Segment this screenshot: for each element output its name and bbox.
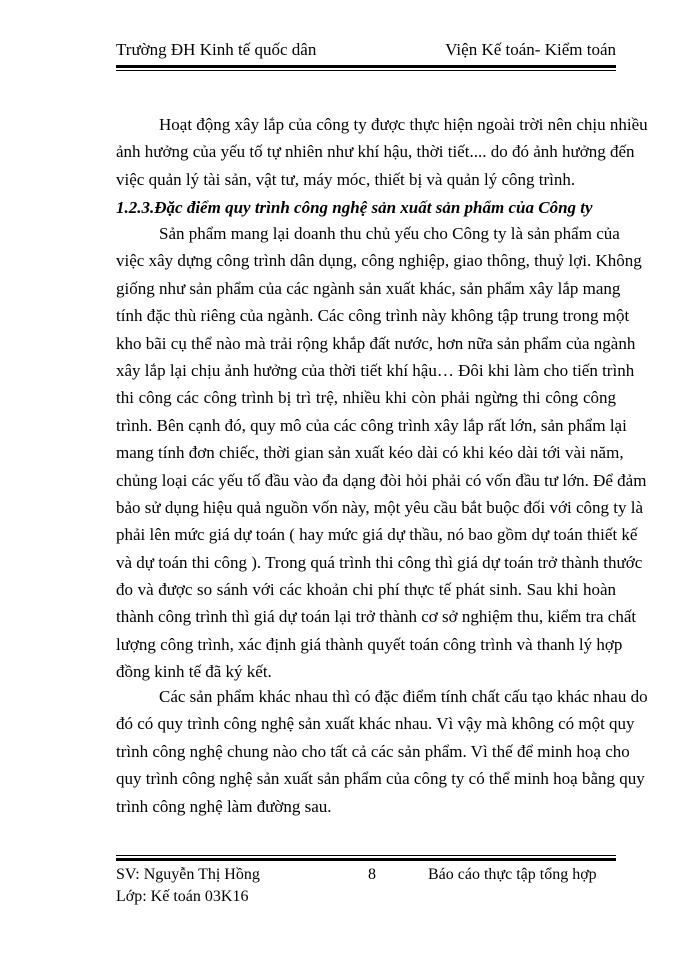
page-number: 8	[368, 866, 376, 883]
text-line: thành công trình thì giá dự toán lại trở thành cơ sở nghiệm thu, kiểm tra chất	[116, 607, 637, 627]
text-line: phải lên mức giá dự toán ( hay mức giá dự thầu, nó bao gồm dự toán thiết kế	[116, 525, 638, 545]
text-line: đó có quy trình công nghệ sản xuất khác nhau. Vì vậy mà không có một quy	[116, 714, 635, 734]
page-header	[116, 40, 616, 64]
text-line: đo và được so sánh với các khoản chi phí thực tế phát sinh. Sau khi hoàn	[116, 580, 616, 600]
paragraph-3	[116, 683, 648, 820]
footer-report-title: Báo cáo thực tập tổng hợp	[428, 866, 597, 883]
text-line: xây lắp lại chịu ảnh hưởng của thời tiết khí hậu… Đôi khi làm cho tiến trình	[116, 360, 635, 380]
text-line: thi công các công trình bị trì trệ, nhiều khi còn phải ngừng thi công công	[116, 388, 616, 408]
paragraph-1	[116, 111, 648, 193]
text-line: đồng kinh tế đã ký kết.	[116, 662, 272, 682]
text-line: kho bãi cụ thể nào mà trải rộng khắp đất nước, hơn nữa sản phẩm của ngành	[116, 333, 636, 353]
text-line: quy trình công nghệ sản xuất sản phẩm của công ty có thể minh hoạ bằng quy	[116, 769, 645, 789]
text-line: và dự toán thi công ). Trong quá trình thi công thì giá dự toán trở thành thước	[116, 552, 643, 572]
text-line: giống như sản phẩm của các ngành sản xuất khác, sản phẩm xây lắp mang	[116, 278, 621, 298]
section-heading: 1.2.3.Đặc điểm quy trình công nghệ sản xuất sản phẩm của Công ty	[116, 198, 593, 217]
text-line: lượng công trình, xác định giá thành quyết toán công trình và thanh lý hợp	[116, 634, 623, 654]
text-line: Sản phẩm mang lại doanh thu chủ yếu cho Công ty là sản phẩm của	[159, 224, 620, 243]
text-line: ảnh hưởng của yếu tố tự nhiên như khí hậu, thời tiết.... do đó ảnh hưởng đến	[116, 142, 635, 162]
text-line: việc quản lý tài sản, vật tư, máy móc, thiết bị và quản lý công trình.	[116, 169, 576, 189]
header-university: Trường ĐH Kinh tế quốc dân	[116, 40, 317, 59]
text-line: chủng loại các yếu tố đầu vào đa dạng đòi hỏi phải có vốn đầu tư lớn. Để đảm	[116, 470, 647, 490]
paragraph-2	[116, 220, 647, 686]
text-line: việc xây dựng công trình dân dụng, công nghiệp, giao thông, thuỷ lợi. Không	[116, 251, 642, 271]
text-line: bảo sử dụng hiệu quả nguồn vốn này, một yêu cầu bắt buộc đối với công ty là	[116, 497, 643, 517]
header-rule	[116, 65, 616, 71]
text-line: mang tính đơn chiếc, thời gian sản xuất kéo dài có khi kéo dài tới vài năm,	[116, 443, 624, 463]
text-line: Các sản phẩm khác nhau thì có đặc điểm tính chất cấu tạo khác nhau do	[159, 687, 648, 706]
header-institute: Viện Kế toán- Kiểm toán	[445, 40, 616, 59]
text-line: Hoạt động xây lắp của công ty được thực hiện ngoài trời nên chịu nhiều	[159, 115, 648, 134]
footer-rule	[116, 855, 616, 861]
text-line: tính đặc thù riêng của ngành. Các công trình này không tập trung trong một	[116, 306, 630, 326]
text-line: trình công nghệ làm đường sau.	[116, 796, 332, 816]
text-line: trình công nghệ chung nào cho tất cả các sản phẩm. Vì thế để minh hoạ cho	[116, 741, 630, 761]
text-line: trình. Bên cạnh đó, quy mô của các công trình xây lắp rất lớn, sản phẩm lại	[116, 415, 627, 435]
footer-class: Lớp: Kế toán 03K16	[116, 888, 249, 905]
footer-student: SV: Nguyễn Thị Hồng	[116, 866, 260, 883]
